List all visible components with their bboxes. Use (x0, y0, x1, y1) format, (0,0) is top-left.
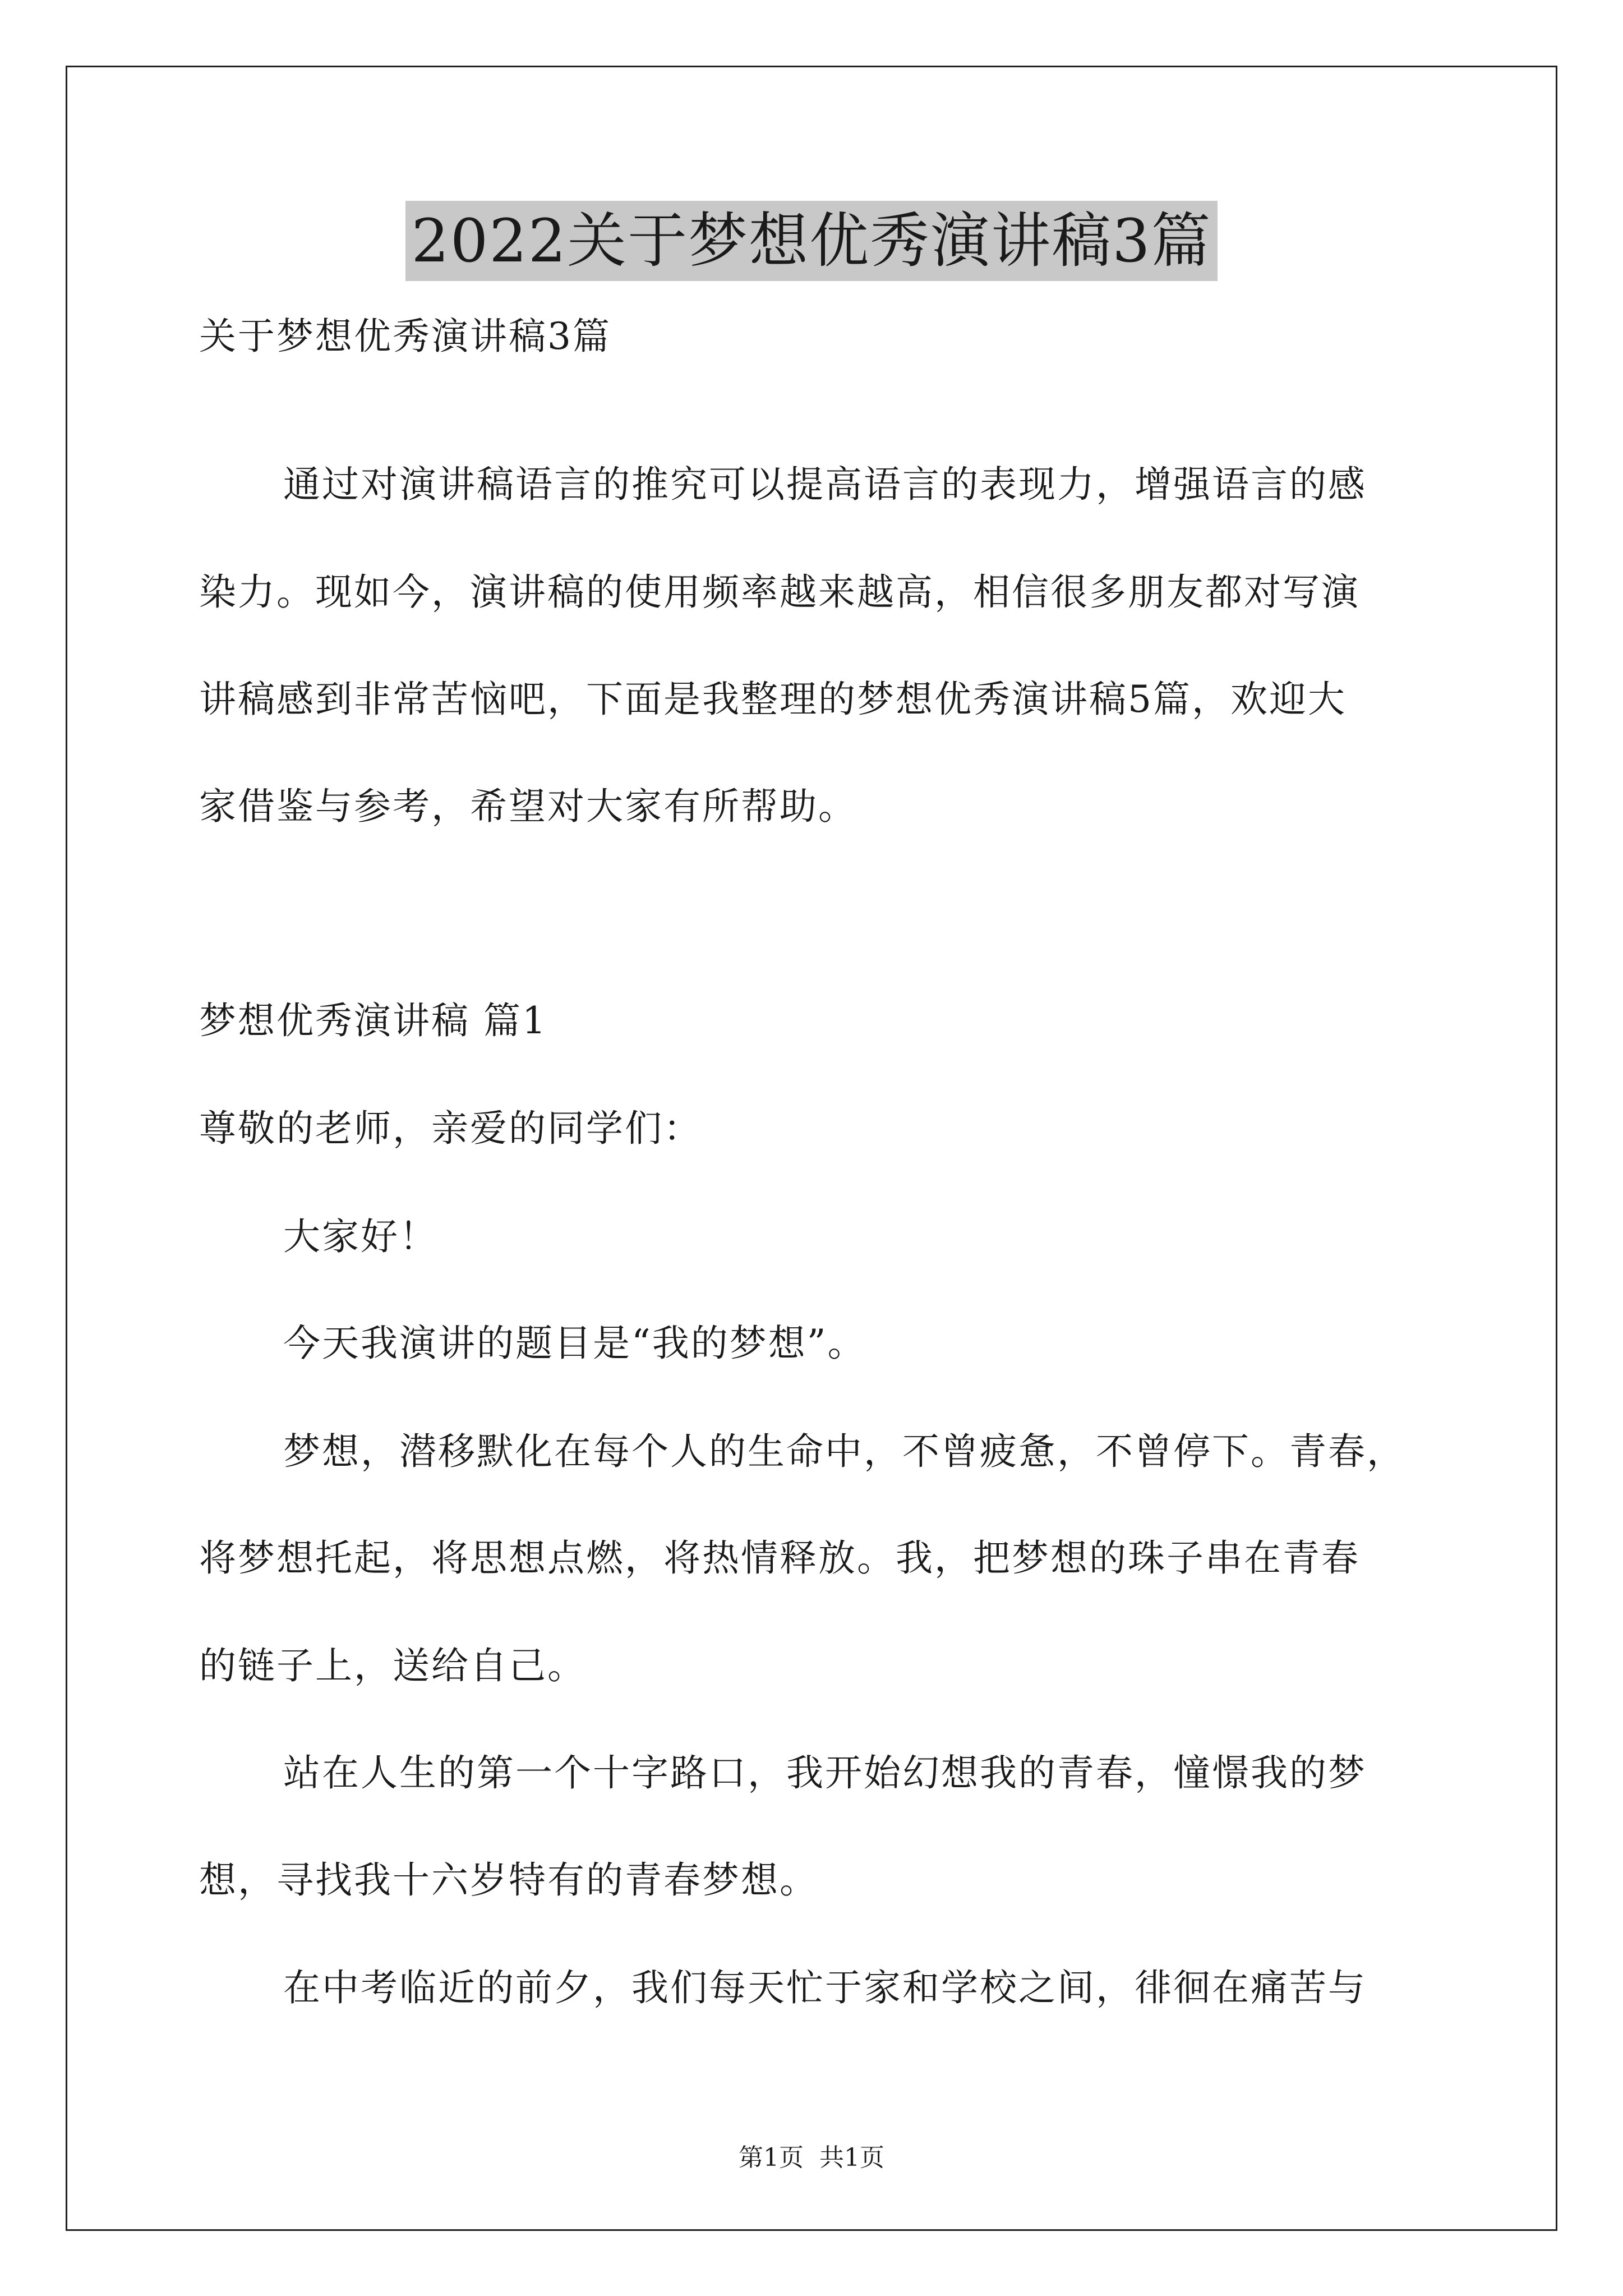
paragraph-line: 想，寻找我十六岁特有的青春梦想。 (199, 1858, 818, 1902)
paragraph-line: 站在人生的第一个十字路口，我开始幻想我的青春，憧憬我的梦 (283, 1751, 1367, 1795)
paragraph-line: 在中考临近的前夕，我们每天忙于家和学校之间，徘徊在痛苦与 (283, 1966, 1367, 2009)
paragraph-line: 染力。现如今，演讲稿的使用频率越来越高，相信很多朋友都对写演 (199, 570, 1360, 614)
section-heading: 梦想优秀演讲稿 篇1 (199, 999, 547, 1042)
paragraph-line: 将梦想托起，将思想点燃，将热情释放。我，把梦想的珠子串在青春 (199, 1536, 1360, 1580)
subtitle-line: 关于梦想优秀演讲稿3篇 (199, 315, 611, 358)
paragraph-line: 梦想，潜移默化在每个人的生命中，不曾疲惫，不曾停下。青春， (283, 1430, 1405, 1473)
greeting-line: 大家好！ (283, 1215, 438, 1258)
paragraph-line: 今天我演讲的题目是“我的梦想”。 (283, 1322, 866, 1365)
paragraph-line: 的链子上，送给自己。 (199, 1644, 586, 1687)
paragraph-line: 家借鉴与参考，希望对大家有所帮助。 (199, 785, 857, 828)
paragraph-line: 通过对演讲稿语言的推究可以提高语言的表现力，增强语言的感 (283, 463, 1367, 506)
document-title: 2022关于梦想优秀演讲稿3篇 (405, 201, 1217, 281)
salutation-line: 尊敬的老师，亲爱的同学们： (199, 1107, 702, 1150)
title-container (0, 201, 1623, 281)
page-footer: 第1页 共1页 (739, 2143, 884, 2172)
paragraph-line: 讲稿感到非常苦恼吧，下面是我整理的梦想优秀演讲稿5篇，欢迎大 (199, 678, 1347, 721)
